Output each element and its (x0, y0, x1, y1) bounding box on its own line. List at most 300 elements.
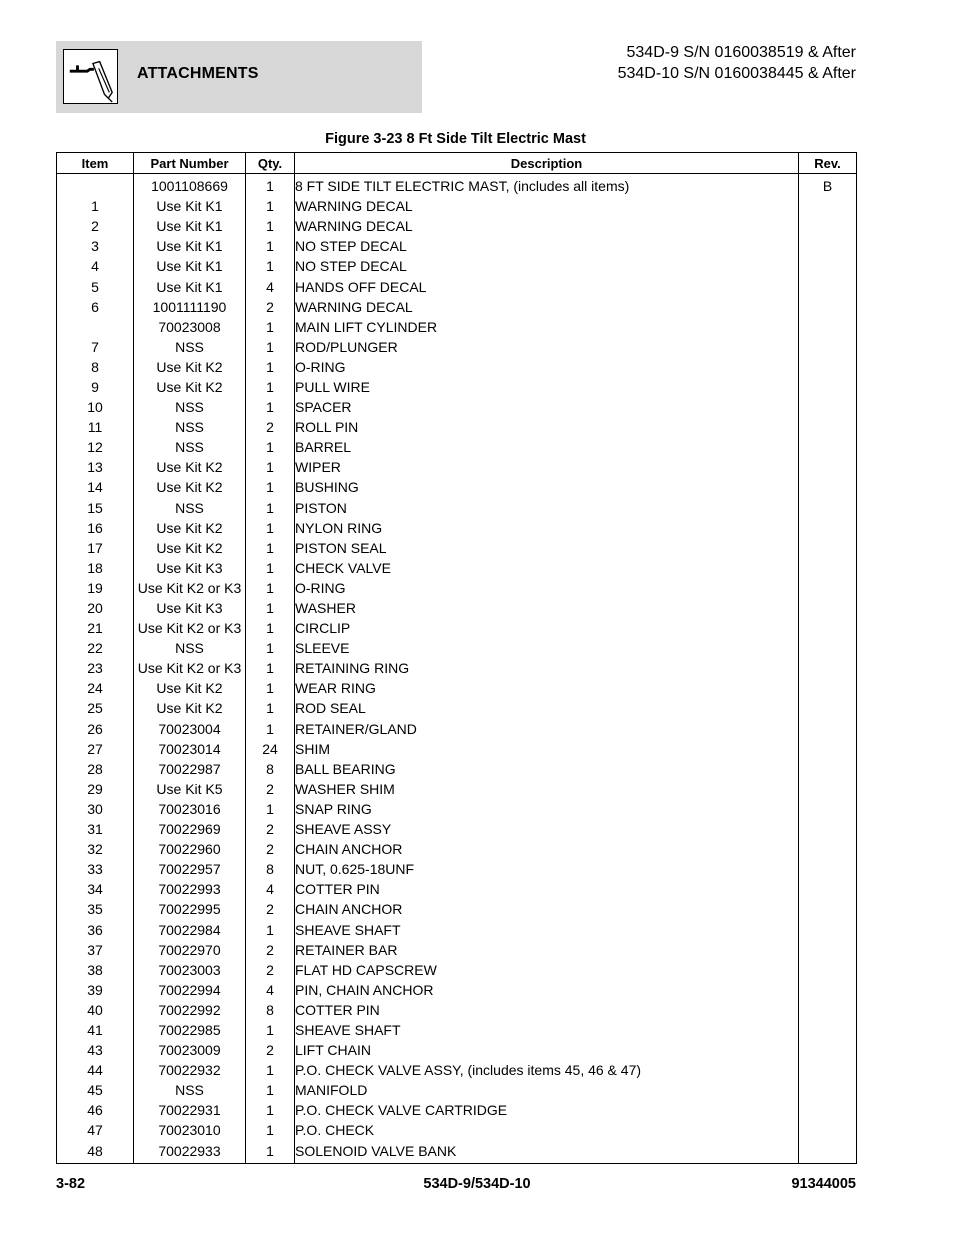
cell-description: CHECK VALVE (295, 558, 799, 578)
cell-rev (799, 638, 857, 658)
cell-part-number: 70023008 (134, 317, 246, 337)
cell-part-number: Use Kit K2 (134, 457, 246, 477)
cell-qty: 1 (246, 1060, 295, 1080)
cell-rev (799, 477, 857, 497)
table-row (57, 196, 857, 216)
table-row (57, 558, 857, 578)
cell-rev (799, 397, 857, 417)
cell-rev (799, 739, 857, 759)
cell-description: BARREL (295, 437, 799, 457)
cell-description: WEAR RING (295, 678, 799, 698)
cell-part-number: 70022957 (134, 859, 246, 879)
table-row (57, 919, 857, 939)
cell-description: PISTON (295, 498, 799, 518)
cell-item: 17 (57, 538, 134, 558)
cell-rev (799, 1000, 857, 1020)
cell-description: NYLON RING (295, 518, 799, 538)
cell-part-number: 70023004 (134, 719, 246, 739)
cell-qty: 1 (246, 598, 295, 618)
cell-item: 37 (57, 940, 134, 960)
cell-qty: 1 (246, 498, 295, 518)
cell-item: 6 (57, 297, 134, 317)
cell-description: ROD SEAL (295, 698, 799, 718)
cell-part-number: Use Kit K2 (134, 357, 246, 377)
cell-rev (799, 719, 857, 739)
table-row (57, 819, 857, 839)
table-row (57, 498, 857, 518)
cell-description: NO STEP DECAL (295, 236, 799, 256)
cell-part-number: 70022933 (134, 1141, 246, 1164)
cell-description: HANDS OFF DECAL (295, 276, 799, 296)
cell-part-number: NSS (134, 437, 246, 457)
cell-part-number: 70022984 (134, 919, 246, 939)
cell-qty: 2 (246, 960, 295, 980)
cell-qty: 1 (246, 518, 295, 538)
cell-qty: 24 (246, 739, 295, 759)
cell-item: 36 (57, 919, 134, 939)
table-row (57, 174, 857, 197)
cell-rev (799, 578, 857, 598)
cell-item: 28 (57, 759, 134, 779)
section-title: ATTACHMENTS (137, 65, 259, 82)
cell-part-number: 70022985 (134, 1020, 246, 1040)
cell-rev (799, 297, 857, 317)
figure-title: Figure 3-23 8 Ft Side Tilt Electric Mast (325, 131, 586, 147)
cell-description: CIRCLIP (295, 618, 799, 638)
cell-item: 44 (57, 1060, 134, 1080)
cell-description: NO STEP DECAL (295, 256, 799, 276)
cell-rev (799, 518, 857, 538)
cell-part-number: 70022970 (134, 940, 246, 960)
cell-rev (799, 317, 857, 337)
cell-part-number: Use Kit K2 (134, 678, 246, 698)
column-header-part-number: Part Number (134, 153, 246, 174)
cell-rev (799, 196, 857, 216)
cell-description: O-RING (295, 357, 799, 377)
cell-description: PULL WIRE (295, 377, 799, 397)
cell-item: 8 (57, 357, 134, 377)
table-row (57, 256, 857, 276)
cell-qty: 4 (246, 879, 295, 899)
cell-qty: 1 (246, 618, 295, 638)
cell-description: WARNING DECAL (295, 196, 799, 216)
cell-qty: 1 (246, 638, 295, 658)
cell-part-number: 70022960 (134, 839, 246, 859)
document-number: 91344005 (791, 1176, 856, 1192)
cell-rev (799, 1120, 857, 1140)
table-row (57, 297, 857, 317)
cell-rev (799, 799, 857, 819)
attachment-icon (63, 49, 118, 104)
cell-item: 23 (57, 658, 134, 678)
table-row (57, 1040, 857, 1060)
cell-item: 16 (57, 518, 134, 538)
cell-description: NUT, 0.625-18UNF (295, 859, 799, 879)
table-row (57, 357, 857, 377)
cell-qty: 8 (246, 759, 295, 779)
cell-item: 12 (57, 437, 134, 457)
cell-item: 10 (57, 397, 134, 417)
cell-rev (799, 417, 857, 437)
cell-part-number: 70022969 (134, 819, 246, 839)
cell-description: COTTER PIN (295, 879, 799, 899)
cell-description: WARNING DECAL (295, 216, 799, 236)
cell-rev (799, 337, 857, 357)
table-row (57, 618, 857, 638)
cell-rev (799, 940, 857, 960)
cell-item: 22 (57, 638, 134, 658)
cell-qty: 1 (246, 1080, 295, 1100)
cell-rev (799, 236, 857, 256)
cell-item: 21 (57, 618, 134, 638)
cell-qty: 2 (246, 297, 295, 317)
cell-rev (799, 698, 857, 718)
cell-rev (799, 357, 857, 377)
cell-qty: 1 (246, 1100, 295, 1120)
cell-part-number: Use Kit K2 or K3 (134, 618, 246, 638)
column-header-rev: Rev. (799, 153, 857, 174)
table-row (57, 538, 857, 558)
table-row (57, 638, 857, 658)
cell-description: MANIFOLD (295, 1080, 799, 1100)
cell-part-number: NSS (134, 498, 246, 518)
cell-description: BUSHING (295, 477, 799, 497)
cell-part-number: 70022994 (134, 980, 246, 1000)
table-row (57, 337, 857, 357)
table-row (57, 1060, 857, 1080)
table-row (57, 759, 857, 779)
cell-description: SOLENOID VALVE BANK (295, 1141, 799, 1164)
cell-item: 13 (57, 457, 134, 477)
cell-rev (799, 457, 857, 477)
cell-qty: 1 (246, 1141, 295, 1164)
table-row (57, 980, 857, 1000)
cell-part-number: Use Kit K2 (134, 377, 246, 397)
table-row (57, 1141, 857, 1164)
cell-part-number: 70022932 (134, 1060, 246, 1080)
cell-qty: 2 (246, 819, 295, 839)
cell-description: SLEEVE (295, 638, 799, 658)
cell-rev (799, 256, 857, 276)
cell-rev (799, 598, 857, 618)
cell-item: 7 (57, 337, 134, 357)
cell-rev (799, 779, 857, 799)
cell-part-number: 70022995 (134, 899, 246, 919)
cell-qty: 2 (246, 417, 295, 437)
table-row (57, 719, 857, 739)
cell-rev (799, 919, 857, 939)
cell-item: 32 (57, 839, 134, 859)
cell-part-number: 70023010 (134, 1120, 246, 1140)
cell-rev (799, 980, 857, 1000)
cell-qty: 1 (246, 196, 295, 216)
cell-qty: 1 (246, 437, 295, 457)
table-row (57, 859, 857, 879)
cell-qty: 1 (246, 397, 295, 417)
cell-qty: 2 (246, 940, 295, 960)
table-row (57, 276, 857, 296)
cell-description: O-RING (295, 578, 799, 598)
table-row (57, 236, 857, 256)
cell-item: 25 (57, 698, 134, 718)
cell-qty: 1 (246, 719, 295, 739)
cell-part-number: 70023003 (134, 960, 246, 980)
table-row (57, 216, 857, 236)
cell-item: 2 (57, 216, 134, 236)
cell-item: 47 (57, 1120, 134, 1140)
cell-rev (799, 1100, 857, 1120)
cell-item: 20 (57, 598, 134, 618)
cell-part-number: NSS (134, 397, 246, 417)
cell-description: PISTON SEAL (295, 538, 799, 558)
cell-description: MAIN LIFT CYLINDER (295, 317, 799, 337)
cell-part-number: NSS (134, 638, 246, 658)
column-header-description: Description (295, 153, 799, 174)
cell-part-number: 70023014 (134, 739, 246, 759)
cell-qty: 1 (246, 698, 295, 718)
serial-line-2: 534D-10 S/N 0160038445 & After (617, 65, 856, 82)
cell-item: 30 (57, 799, 134, 819)
cell-item: 43 (57, 1040, 134, 1060)
cell-description: COTTER PIN (295, 1000, 799, 1020)
cell-item: 11 (57, 417, 134, 437)
cell-part-number: 70023016 (134, 799, 246, 819)
cell-part-number: NSS (134, 417, 246, 437)
table-row (57, 1120, 857, 1140)
column-header-qty: Qty. (246, 153, 295, 174)
table-row (57, 1100, 857, 1120)
table-row (57, 1000, 857, 1020)
cell-qty: 8 (246, 859, 295, 879)
cell-part-number: 1001111190 (134, 297, 246, 317)
cell-qty: 8 (246, 1000, 295, 1020)
cell-description: P.O. CHECK VALVE CARTRIDGE (295, 1100, 799, 1120)
cell-description: WASHER SHIM (295, 779, 799, 799)
cell-part-number: Use Kit K2 (134, 538, 246, 558)
cell-description: P.O. CHECK VALVE ASSY, (includes items 45, 46 & 47) (295, 1060, 799, 1080)
cell-qty: 1 (246, 919, 295, 939)
cell-rev (799, 960, 857, 980)
cell-item: 38 (57, 960, 134, 980)
serial-line-1: 534D-9 S/N 0160038519 & After (626, 44, 856, 61)
cell-part-number: 70022993 (134, 879, 246, 899)
cell-qty: 1 (246, 799, 295, 819)
table-row (57, 598, 857, 618)
table-row (57, 658, 857, 678)
table-row (57, 960, 857, 980)
cell-rev (799, 618, 857, 638)
cell-qty: 1 (246, 477, 295, 497)
attachment-icon-graphic (64, 50, 117, 103)
cell-part-number: Use Kit K3 (134, 598, 246, 618)
cell-item: 35 (57, 899, 134, 919)
cell-item: 15 (57, 498, 134, 518)
table-row (57, 899, 857, 919)
cell-rev (799, 1141, 857, 1164)
cell-item: 31 (57, 819, 134, 839)
cell-qty: 2 (246, 839, 295, 859)
table-row (57, 377, 857, 397)
parts-table (56, 152, 857, 1164)
cell-qty: 2 (246, 899, 295, 919)
cell-description: RETAINING RING (295, 658, 799, 678)
cell-description: CHAIN ANCHOR (295, 899, 799, 919)
cell-qty: 1 (246, 1020, 295, 1040)
cell-rev (799, 538, 857, 558)
cell-rev (799, 839, 857, 859)
cell-qty: 4 (246, 276, 295, 296)
cell-description: SPACER (295, 397, 799, 417)
table-row (57, 739, 857, 759)
cell-qty: 1 (246, 216, 295, 236)
page-number: 3-82 (56, 1176, 86, 1192)
cell-qty: 1 (246, 357, 295, 377)
cell-rev (799, 377, 857, 397)
cell-item: 3 (57, 236, 134, 256)
cell-part-number: 70023009 (134, 1040, 246, 1060)
table-row (57, 477, 857, 497)
cell-qty: 2 (246, 779, 295, 799)
cell-qty: 4 (246, 980, 295, 1000)
cell-item: 46 (57, 1100, 134, 1120)
cell-description: PIN, CHAIN ANCHOR (295, 980, 799, 1000)
cell-rev (799, 1040, 857, 1060)
cell-rev (799, 899, 857, 919)
cell-item: 45 (57, 1080, 134, 1100)
cell-description: 8 FT SIDE TILT ELECTRIC MAST, (includes all items) (295, 174, 799, 197)
table-row (57, 799, 857, 819)
cell-rev (799, 678, 857, 698)
cell-qty: 1 (246, 236, 295, 256)
parts-table-body (57, 174, 857, 1164)
cell-part-number: Use Kit K2 or K3 (134, 658, 246, 678)
cell-qty: 1 (246, 1120, 295, 1140)
cell-qty: 1 (246, 337, 295, 357)
cell-qty: 1 (246, 174, 295, 197)
cell-item: 26 (57, 719, 134, 739)
cell-qty: 1 (246, 578, 295, 598)
cell-part-number: Use Kit K2 or K3 (134, 578, 246, 598)
cell-description: BALL BEARING (295, 759, 799, 779)
cell-part-number: Use Kit K1 (134, 256, 246, 276)
table-row (57, 839, 857, 859)
cell-rev (799, 216, 857, 236)
table-row (57, 879, 857, 899)
model-number: 534D-9/534D-10 (423, 1176, 531, 1192)
cell-item: 9 (57, 377, 134, 397)
cell-item: 40 (57, 1000, 134, 1020)
cell-item: 33 (57, 859, 134, 879)
cell-item: 19 (57, 578, 134, 598)
cell-part-number: Use Kit K1 (134, 216, 246, 236)
cell-item: 34 (57, 879, 134, 899)
cell-qty: 1 (246, 658, 295, 678)
table-row (57, 698, 857, 718)
cell-description: WARNING DECAL (295, 297, 799, 317)
cell-part-number: Use Kit K1 (134, 236, 246, 256)
serial-numbers (618, 42, 856, 84)
cell-description: CHAIN ANCHOR (295, 839, 799, 859)
cell-rev (799, 879, 857, 899)
table-row (57, 397, 857, 417)
cell-description: SHEAVE SHAFT (295, 1020, 799, 1040)
cell-part-number: 70022931 (134, 1100, 246, 1120)
cell-description: ROLL PIN (295, 417, 799, 437)
cell-item: 27 (57, 739, 134, 759)
cell-qty: 2 (246, 1040, 295, 1060)
cell-item: 14 (57, 477, 134, 497)
cell-qty: 1 (246, 317, 295, 337)
cell-part-number: 1001108669 (134, 174, 246, 197)
cell-rev (799, 759, 857, 779)
cell-rev (799, 498, 857, 518)
header-bar (56, 41, 422, 113)
cell-item: 1 (57, 196, 134, 216)
table-row (57, 779, 857, 799)
cell-item (57, 317, 134, 337)
cell-rev (799, 437, 857, 457)
cell-rev (799, 819, 857, 839)
table-row (57, 457, 857, 477)
cell-qty: 1 (246, 678, 295, 698)
cell-part-number: Use Kit K2 (134, 518, 246, 538)
cell-rev (799, 859, 857, 879)
table-row (57, 437, 857, 457)
table-header-row (57, 153, 857, 174)
table-row (57, 518, 857, 538)
table-row (57, 678, 857, 698)
cell-part-number: NSS (134, 337, 246, 357)
cell-part-number: 70022992 (134, 1000, 246, 1020)
cell-item (57, 174, 134, 197)
cell-rev (799, 658, 857, 678)
table-row (57, 578, 857, 598)
cell-qty: 1 (246, 558, 295, 578)
cell-rev (799, 1020, 857, 1040)
table-row (57, 317, 857, 337)
cell-item: 39 (57, 980, 134, 1000)
table-row (57, 417, 857, 437)
cell-description: ROD/PLUNGER (295, 337, 799, 357)
cell-part-number: Use Kit K2 (134, 698, 246, 718)
cell-description: P.O. CHECK (295, 1120, 799, 1140)
cell-description: WASHER (295, 598, 799, 618)
table-row (57, 1080, 857, 1100)
cell-qty: 1 (246, 256, 295, 276)
cell-item: 29 (57, 779, 134, 799)
cell-rev: B (799, 174, 857, 197)
cell-item: 4 (57, 256, 134, 276)
cell-part-number: Use Kit K3 (134, 558, 246, 578)
table-row (57, 1020, 857, 1040)
cell-part-number: Use Kit K5 (134, 779, 246, 799)
cell-description: FLAT HD CAPSCREW (295, 960, 799, 980)
cell-item: 41 (57, 1020, 134, 1040)
cell-part-number: Use Kit K2 (134, 477, 246, 497)
cell-part-number: Use Kit K1 (134, 196, 246, 216)
cell-description: SHEAVE ASSY (295, 819, 799, 839)
cell-description: RETAINER BAR (295, 940, 799, 960)
column-header-item: Item (57, 153, 134, 174)
cell-rev (799, 1080, 857, 1100)
cell-description: RETAINER/GLAND (295, 719, 799, 739)
cell-rev (799, 1060, 857, 1080)
cell-qty: 1 (246, 538, 295, 558)
cell-part-number: Use Kit K1 (134, 276, 246, 296)
cell-description: WIPER (295, 457, 799, 477)
cell-item: 48 (57, 1141, 134, 1164)
cell-description: LIFT CHAIN (295, 1040, 799, 1060)
